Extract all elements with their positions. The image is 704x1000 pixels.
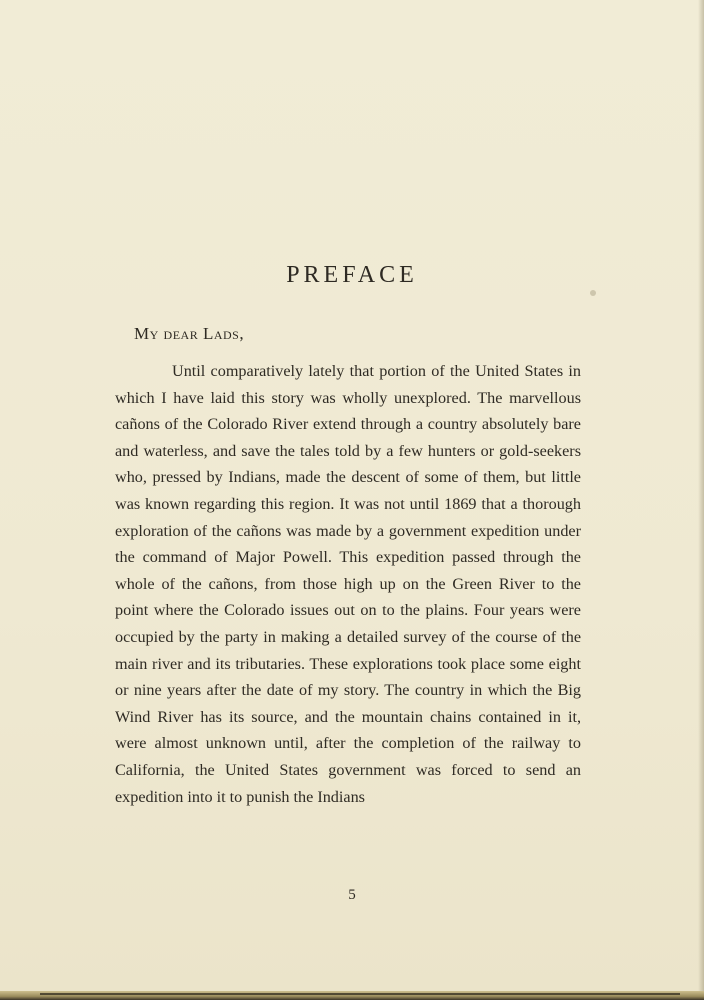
paper-smudge bbox=[590, 290, 596, 296]
page-title: PREFACE bbox=[286, 262, 418, 288]
body-text bbox=[115, 358, 581, 810]
page-number: 5 bbox=[348, 887, 356, 903]
paragraph: Until comparatively lately that portion of the United States in which I have laid this story was wholly unexplored. The marvellous cañons of the Colorado River extend through a country absolutely bare and waterless, and save the tales told by a few hunters or gold-seekers who, pressed by Indians, made the descent of some of them, but little was known regarding this region. It was not until 1869 that a thorough exploration of the cañons was made by a government expedition under the command of Major Powell. This expedition passed through the whole of the cañons, from those high up on the Green River to the point where the Colorado issues out on to the plains. Four years were occupied by the party in making a detailed survey of the course of the main river and its tributaries. These explorations took place some eight or nine years after the date of my story. The country in which the Big Wind River has its source, and the mountain chains contained in it, were almost unknown until, after the completion of the railway to California, the United States government was forced to send an expedition into it to punish the Indians bbox=[115, 362, 581, 806]
salutation: My dear Lads, bbox=[134, 324, 245, 343]
scan-edge-line bbox=[40, 993, 680, 995]
page-edge-shadow bbox=[698, 0, 704, 1000]
